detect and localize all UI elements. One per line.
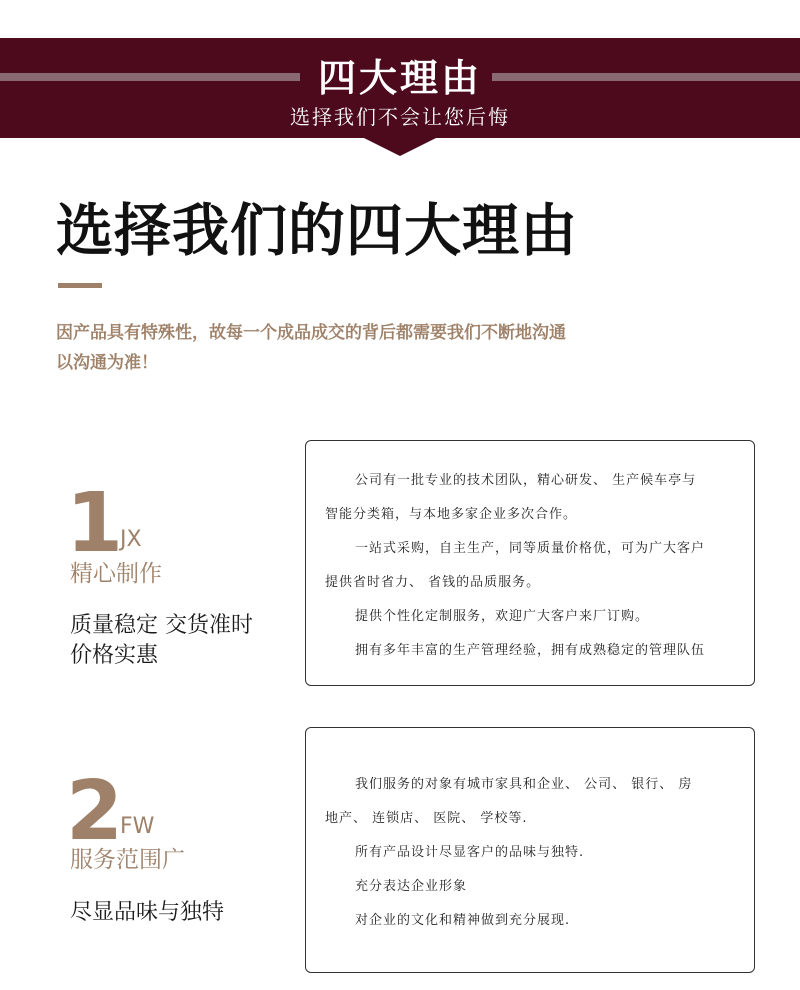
reason-2-box-line-5: 对企业的文化和精神做到充分展现. (355, 913, 571, 928)
reason-2-detail-box (305, 727, 755, 973)
reason-1-box-line-4: 提供省时省力、 省钱的品质服务。 (325, 575, 541, 590)
reason-1-box-line-6: 拥有多年丰富的生产管理经验，拥有成熟稳定的管理队伍 (355, 643, 706, 658)
intro-line-1: 因产品具有特殊性，故每一个成品成交的背后都需要我们不断地沟通 (56, 323, 566, 343)
banner-subtitle: 选择我们不会让您后悔 (290, 105, 510, 129)
reason-1-code: JX (120, 527, 142, 552)
reason-1-box-line-5: 提供个性化定制服务，欢迎广大客户来厂订购。 (355, 609, 650, 624)
reason-2-number: 2 (66, 764, 124, 859)
reason-2-code: FW (120, 814, 155, 839)
reason-1-number: 1 (66, 476, 124, 571)
reason-1-box-line-1: 公司有一批专业的技术团队，精心研发、 生产候车亭与 (355, 473, 697, 488)
banner-divider-left (0, 73, 300, 81)
reason-1-box-line-3: 一站式采购，自主生产，同等质量价格优，可为广大客户 (355, 541, 706, 556)
banner-title: 四大理由 (317, 56, 482, 100)
reason-1-desc-line-2: 价格实惠 (70, 643, 159, 668)
reason-1-title: 精心制作 (70, 561, 162, 587)
reason-2-box-line-4: 充分表达企业形象 (355, 879, 468, 894)
reason-1-desc-line-1: 质量稳定 交货准时 (70, 613, 253, 638)
reason-1-box-line-2: 智能分类箱，与本地多家企业多次合作。 (325, 507, 578, 522)
page-heading: 选择我们的四大理由 (56, 198, 578, 264)
reason-1-detail-box (305, 440, 755, 686)
heading-underline (58, 283, 102, 288)
reason-2-box-line-3: 所有产品设计尽显客户的品味与独特. (355, 845, 585, 860)
reason-2-box-line-2: 地产、 连锁店、 医院、 学校等. (325, 811, 528, 826)
intro-text (56, 318, 676, 378)
reason-2-desc-line-1: 尽显品味与独特 (70, 900, 225, 925)
reason-2-box-line-1: 我们服务的对象有城市家具和企业、 公司、 银行、 房 (355, 777, 693, 792)
banner-notch (364, 138, 436, 156)
intro-line-2: 以沟通为准！ (56, 353, 158, 373)
reason-2-title: 服务范围广 (70, 847, 185, 873)
banner-divider-right (492, 73, 800, 81)
